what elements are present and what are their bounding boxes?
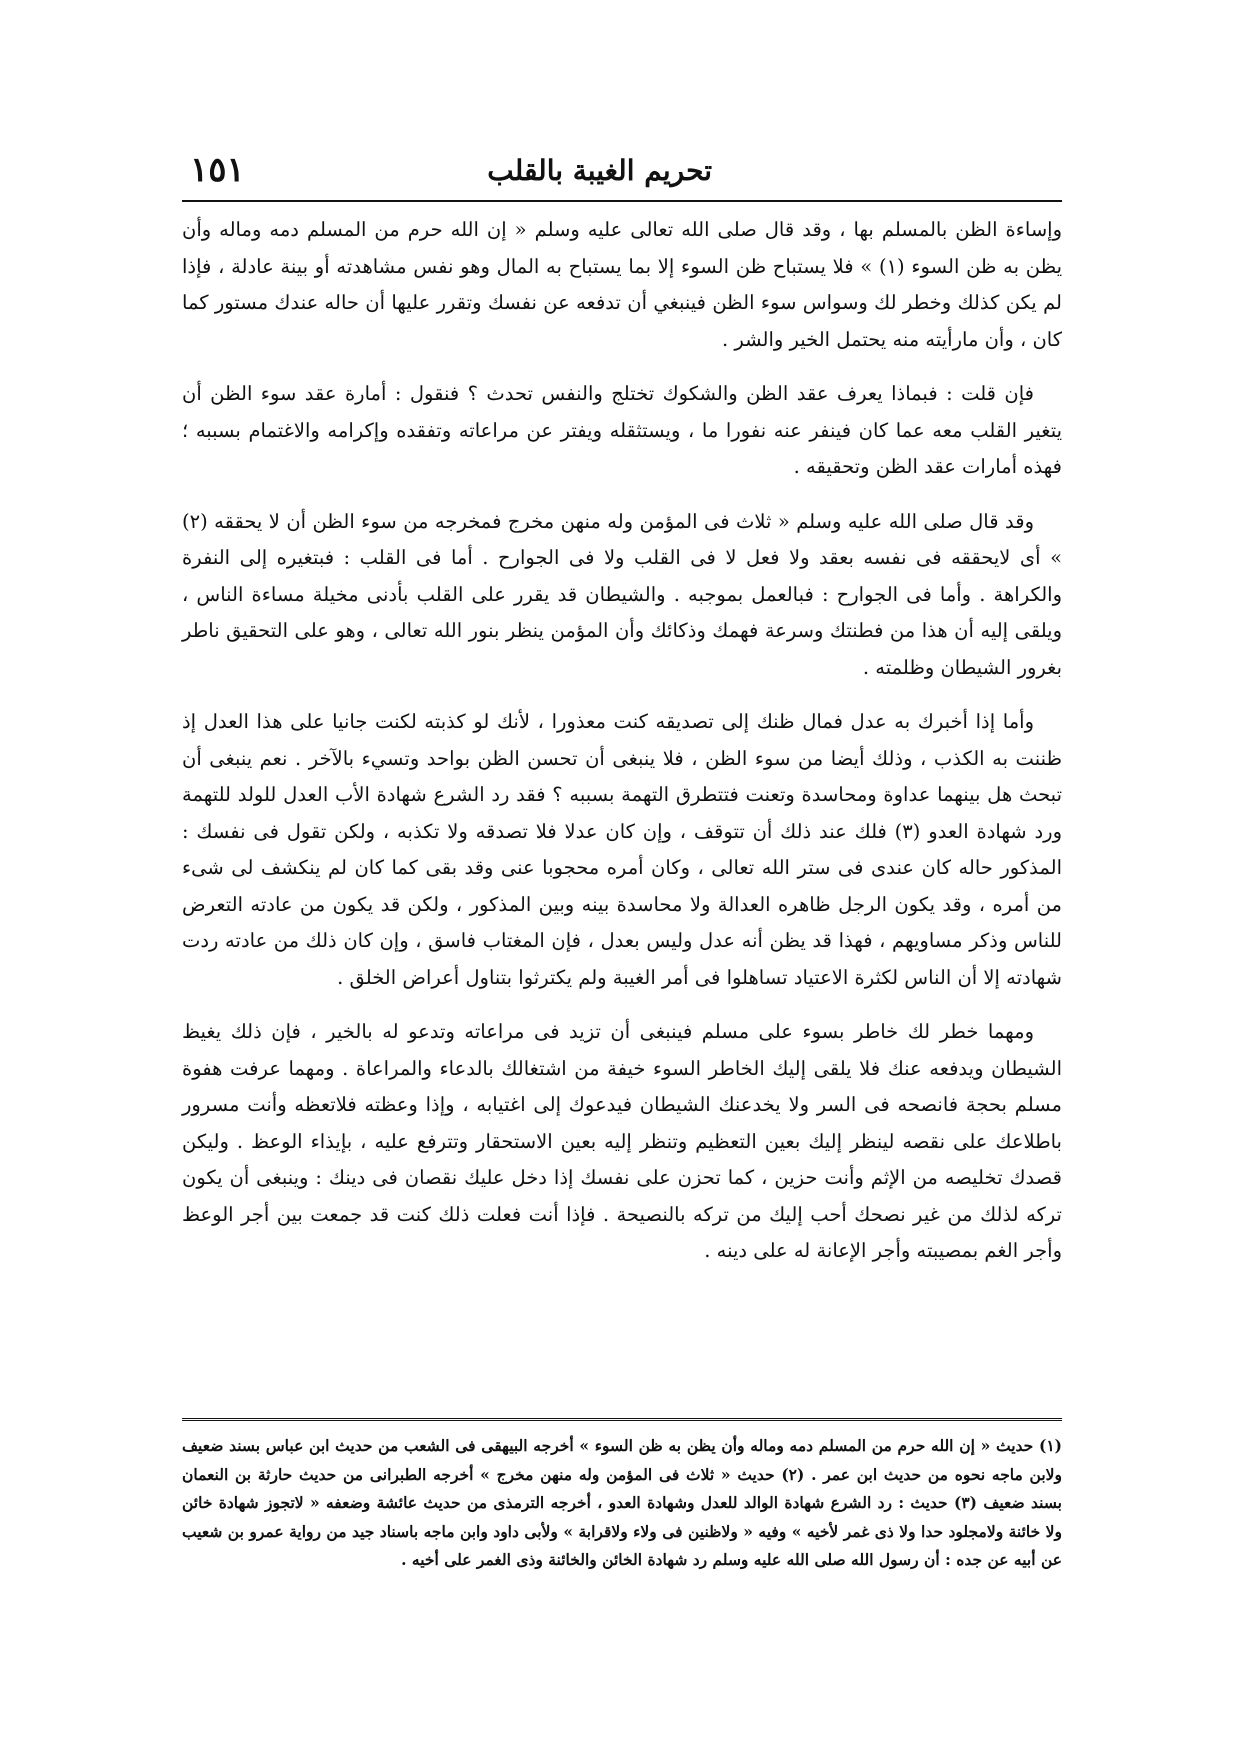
paragraph: وإساءة الظن بالمسلم بها ، وقد قال صلى الله تعالى عليه وسلم « إن الله حرم من المسلم دمه وماله وأن يظن به ظن السوء (١) » فلا يستباح ظن السوء إلا بما يستباح به المال وهو نفس مشاهدته أو بينة عادلة ، فإذا لم يكن كذلك وخطر لك وسواس سوء الظن فينبغي أن تدفعه عن نفسك وتقرر عليها أن حاله عندك مستور كما كان ، وأن مارأيته منه يحتمل الخير والشر . xyxy=(182,218,1062,351)
paragraph: وقد قال صلى الله عليه وسلم « ثلاث فى المؤمن وله منهن مخرج فمخرجه من سوء الظن أن لا يحققه (٢) » أى لايحققه فى نفسه بعقد ولا فعل لا فى القلب ولا فى الجوارح . أما فى القلب : فبتغيره إلى النفرة والكراهة . وأما فى الجوارح : فبالعمل بموجبه . والشيطان قد يقرر على القلب بأدنى مخيلة مساءة الناس ، ويلقى إليه أن هذا من فطنتك وسرعة فهمك وذكائك وأن المؤمن ينظر بنور الله تعالى ، وهو على التحقيق ناطر بغرور الشيطان وظلمته . xyxy=(182,509,1062,679)
main-text xyxy=(182,212,1062,1288)
page-number: ١٥١ xyxy=(190,150,245,190)
running-header xyxy=(182,150,1062,198)
paragraph: وأما إذا أخبرك به عدل فمال ظنك إلى تصديقه كنت معذورا ، لأنك لو كذبته لكنت جانيا على هذا العدل إذ ظننت به الكذب ، وذلك أيضا من سوء الظن ، فلا ينبغى أن تحسن الظن بواحد وتسيء بالآخر . نعم ينبغى أن تبحث هل بينهما عداوة ومحاسدة وتعنت فتتطرق التهمة بسببه ؟ فقد رد الشرع شهادة الأب العدل للولد للتهمة ورد شهادة العدو (٣) فلك عند ذلك أن تتوقف ، وإن كان عدلا فلا تصدقه ولا تكذبه ، ولكن تقول فى نفسك : المذكور حاله كان عندى فى ستر الله تعالى ، وكان أمره محجوبا عنى وقد بقى كما كان لم ينكشف لى شىء من أمره ، وقد يكون الرجل ظاهره العدالة ولا محاسدة بينه وبين المذكور ، ولكن قد يكون من عادته التعرض للناس وذكر مساويهم ، فهذا قد يظن أنه عدل وليس بعدل ، فإن المغتاب فاسق ، وإن كان ذلك من عادته ردت شهادته إلا أن الناس لكثرة الاعتياد تساهلوا فى أمر الغيبة ولم يكترثوا بتناول أعراض الخلق . xyxy=(182,710,1062,989)
paragraph: ومهما خطر لك خاطر بسوء على مسلم فينبغى أن تزيد فى مراعاته وتدعو له بالخير ، فإن ذلك يغيظ الشيطان ويدفعه عنك فلا يلقى إليك الخاطر السوء خيفة من اشتغالك بالدعاء والمراعاة . ومهما عرفت هفوة مسلم بحجة فانصحه فى السر ولا يخدعنك الشيطان فيدعوك إلى اغتيابه ، وإذا وعظته فلاتعظه وأنت مسرور باطلاعك على نقصه لينظر إليك بعين التعظيم وتنظر إليه بعين الاستحقار وتترفع عليه ، بإيذاء الوعظ . وليكن قصدك تخليصه من الإثم وأنت حزين ، كما تحزن على نفسك إذا دخل عليك نقصان فى دينك : وينبغى أن يكون تركه لذلك من غير نصحك أحب إليك من تركه بالنصيحة . فإذا أنت فعلت ذلك كنت قد جمعت بين أجر الوعظ وأجر الغم بمصيبته وأجر الإعانة له على دينه . xyxy=(182,1020,1062,1262)
paragraph: فإن قلت : فبماذا يعرف عقد الظن والشكوك تختلج والنفس تحدث ؟ فنقول : أمارة عقد سوء الظن أن يتغير القلب معه عما كان فينفر عنه نفورا ما ، ويستثقله ويفتر عن مراعاته وتفقده وإكرامه والاغتمام بسببه ؛ فهذه أمارات عقد الظن وتحقيقه . xyxy=(182,382,1062,478)
footnotes xyxy=(182,1432,1062,1575)
chapter-title: تحريم الغيبة بالقلب xyxy=(487,154,712,187)
footnote-rule xyxy=(182,1418,1062,1421)
header-rule xyxy=(182,200,1062,202)
footnote-text: (١) حديث « إن الله حرم من المسلم دمه وماله وأن يظن به ظن السوء » أخرجه البيهقى فى الشعب من حديث ابن عباس بسند ضعيف ولابن ماجه نحوه من حديث ابن عمر . (٢) حديث « ثلاث فى المؤمن وله منهن مخرج » أخرجه الطبرانى من حديث حارثة بن النعمان بسند ضعيف (٣) حديث : رد الشرع شهادة الوالد للعدل وشهادة العدو ، أخرجه الترمذى من حديث عائشة وضعفه « لاتجوز شهادة خائن ولا خائنة ولامجلود حدا ولا ذى غمر لأخيه » وفيه « ولاظنين فى ولاء ولاقرابة » ولأبى داود وابن ماجه باسناد جيد من رواية عمرو بن شعيب عن أبيه عن جده : أن رسول الله صلى الله عليه وسلم رد شهادة الخائن والخائنة وذى الغمر على أخيه . xyxy=(182,1436,1063,1569)
